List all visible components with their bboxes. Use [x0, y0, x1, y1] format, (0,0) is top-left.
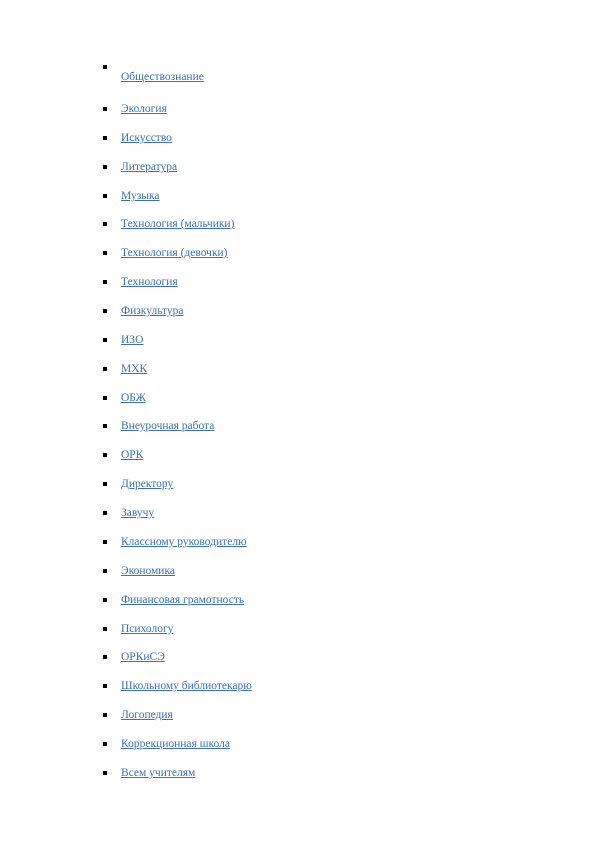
subject-link[interactable]: ИЗО	[121, 334, 144, 346]
subject-link[interactable]: Физкультура	[121, 305, 184, 317]
subject-link[interactable]: МХК	[121, 363, 148, 375]
bullet-square-icon	[103, 598, 107, 602]
bullet-square-icon	[103, 136, 107, 140]
list-item	[103, 709, 503, 723]
bullet-square-icon	[103, 396, 107, 400]
subject-link[interactable]: Психологу	[121, 623, 174, 635]
list-item	[103, 161, 503, 175]
list-item	[103, 103, 503, 117]
subject-link[interactable]: Финансовая грамотность	[121, 594, 245, 606]
bullet-square-icon	[103, 540, 107, 544]
list-item	[103, 276, 503, 290]
bullet-square-icon	[103, 742, 107, 746]
subject-link[interactable]: Школьному библиотекарю	[121, 680, 252, 692]
list-item	[103, 449, 503, 463]
bullet-square-icon	[103, 771, 107, 775]
list-item	[103, 536, 503, 550]
bullet-square-icon	[103, 424, 107, 428]
list-item	[103, 132, 503, 146]
subject-link[interactable]: ОБЖ	[121, 392, 146, 404]
bullet-square-icon	[103, 65, 107, 69]
bullet-square-icon	[103, 280, 107, 284]
list-item	[103, 478, 503, 492]
list-item	[103, 738, 503, 752]
list-item	[103, 623, 503, 637]
bullet-square-icon	[103, 511, 107, 515]
bullet-square-icon	[103, 453, 107, 457]
subject-link[interactable]: ОРК	[121, 449, 144, 461]
list-item	[103, 334, 503, 348]
list-item	[103, 594, 503, 608]
bullet-square-icon	[103, 569, 107, 573]
subject-link[interactable]: Технология	[121, 276, 178, 288]
bullet-square-icon	[103, 194, 107, 198]
subject-link[interactable]: Директору	[121, 478, 174, 490]
bullet-square-icon	[103, 684, 107, 688]
bullet-square-icon	[103, 482, 107, 486]
bullet-square-icon	[103, 713, 107, 717]
subject-link[interactable]: Логопедия	[121, 709, 173, 721]
subject-link[interactable]: Обществознание	[121, 71, 204, 83]
subject-link[interactable]: Технология (мальчики)	[121, 218, 235, 230]
list-item	[103, 247, 503, 261]
subject-link[interactable]: Коррекционная школа	[121, 738, 230, 750]
subject-link[interactable]: Экономика	[121, 565, 175, 577]
bullet-square-icon	[103, 655, 107, 659]
list-item	[103, 420, 503, 434]
list-item	[103, 61, 503, 83]
list-item	[103, 305, 503, 319]
subject-link[interactable]: ОРКиСЭ	[121, 651, 165, 663]
bullet-square-icon	[103, 627, 107, 631]
subject-link[interactable]: Искусство	[121, 132, 172, 144]
subject-link[interactable]: Экология	[121, 103, 167, 115]
list-item	[103, 651, 503, 665]
bullet-square-icon	[103, 367, 107, 371]
subject-link[interactable]: Завучу	[121, 507, 155, 519]
subject-link[interactable]: Всем учителям	[121, 767, 196, 779]
list-item	[103, 190, 503, 204]
bullet-square-icon	[103, 338, 107, 342]
list-item	[103, 363, 503, 377]
list-item	[103, 565, 503, 579]
subject-link[interactable]: Музыка	[121, 190, 160, 202]
list-item	[103, 392, 503, 406]
bullet-square-icon	[103, 251, 107, 255]
bullet-square-icon	[103, 222, 107, 226]
bullet-square-icon	[103, 309, 107, 313]
list-item	[103, 218, 503, 232]
subject-link[interactable]: Литература	[121, 161, 178, 173]
list-item	[103, 680, 503, 694]
bullet-square-icon	[103, 165, 107, 169]
subject-link[interactable]: Классному руководителю	[121, 536, 247, 548]
subject-link[interactable]: Внеурочная работа	[121, 420, 215, 432]
list-item	[103, 767, 503, 781]
list-item	[103, 507, 503, 521]
bullet-square-icon	[103, 107, 107, 111]
subject-link[interactable]: Технология (девочки)	[121, 247, 228, 259]
